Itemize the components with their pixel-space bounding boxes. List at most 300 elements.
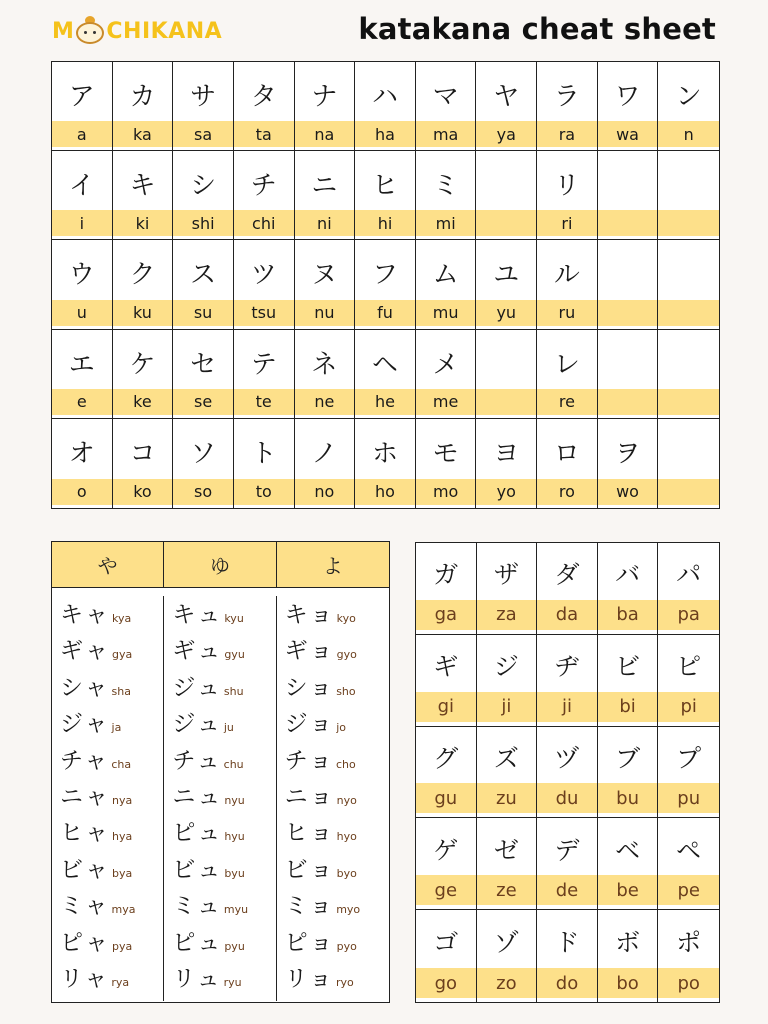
- kana-cell: [234, 151, 295, 240]
- kana-cell: [476, 419, 537, 508]
- combo-romaji: myo: [336, 903, 361, 917]
- romaji-label: [476, 210, 536, 236]
- kana-char: キ: [129, 171, 156, 202]
- dakuten-cell: [416, 727, 477, 819]
- combo-item: [60, 669, 163, 702]
- kana-cell: [295, 240, 356, 329]
- romaji-label: bo: [598, 968, 658, 998]
- combo-kana: ジョ: [284, 711, 335, 738]
- combo-header: ゆ: [164, 542, 276, 587]
- dakuten-cell: [416, 910, 477, 1002]
- dakuten-cell: [477, 543, 538, 635]
- kana-char: ヲ: [614, 439, 641, 470]
- kana-cell: [355, 151, 416, 240]
- kana-cell: [173, 240, 234, 329]
- kana-cell: [537, 330, 598, 419]
- romaji-label: be: [598, 875, 658, 905]
- romaji-label: yo: [476, 479, 536, 505]
- kana-cell: [355, 240, 416, 329]
- combo-romaji: pyo: [336, 939, 357, 953]
- combo-kana: ヒャ: [60, 820, 110, 847]
- romaji-label: ge: [416, 875, 476, 905]
- romaji-label: sa: [173, 121, 233, 147]
- combo-header: よ: [322, 554, 343, 578]
- kana-char: ピ: [676, 652, 702, 682]
- kana-char: サ: [190, 82, 217, 113]
- combination-body: [52, 588, 389, 1001]
- dakuten-cell: [598, 910, 659, 1002]
- kana-char: ポ: [676, 928, 702, 958]
- kana-cell: [52, 62, 113, 151]
- kana-cell: [537, 151, 598, 240]
- kana-cell: [113, 151, 174, 240]
- romaji-label: ji: [477, 692, 537, 722]
- combo-romaji: cha: [111, 757, 132, 771]
- kana-char: ゾ: [493, 928, 519, 958]
- kana-cell: [416, 330, 477, 419]
- kana-cell: [476, 62, 537, 151]
- kana-cell: [52, 330, 113, 419]
- kana-char: ザ: [493, 560, 519, 590]
- kana-char: リ: [553, 171, 580, 202]
- kana-cell: [234, 419, 295, 508]
- combo-romaji: bya: [112, 866, 133, 880]
- kana-char: ギ: [433, 652, 459, 682]
- kana-cell: [598, 240, 659, 329]
- kana-char: ア: [68, 82, 95, 113]
- dakuten-cell: [477, 635, 538, 727]
- romaji-label: i: [52, 210, 112, 236]
- combo-romaji: hyu: [224, 830, 245, 844]
- dakuten-cell: [658, 635, 719, 727]
- combo-romaji: pya: [112, 939, 133, 953]
- romaji-label: [598, 300, 658, 326]
- kana-cell: [234, 330, 295, 419]
- romaji-label: pi: [658, 692, 719, 722]
- romaji-label: ji: [537, 692, 597, 722]
- romaji-label: ya: [476, 121, 536, 147]
- kana-char: ブ: [615, 743, 641, 773]
- combo-romaji: gyu: [224, 648, 245, 662]
- combo-romaji: kyu: [224, 612, 244, 625]
- combo-kana: リュ: [172, 965, 222, 992]
- romaji-label: tsu: [234, 300, 294, 326]
- combo-item: [60, 596, 163, 629]
- kana-cell: [52, 240, 113, 329]
- combo-item: [60, 960, 163, 993]
- kana-cell: [295, 62, 356, 151]
- combo-kana: ジュ: [172, 674, 222, 701]
- kana-char: プ: [676, 743, 702, 773]
- romaji-label: ke: [113, 389, 173, 415]
- combo-item: [285, 960, 389, 993]
- romaji-label: no: [295, 479, 355, 505]
- kana-cell: [295, 419, 356, 508]
- katakana-main-grid: [51, 61, 720, 509]
- combo-item: [172, 669, 275, 702]
- kana-cell: [113, 62, 174, 151]
- combo-item: [60, 632, 163, 665]
- romaji-label: me: [416, 389, 476, 415]
- romaji-label: [476, 389, 536, 415]
- combo-kana: ギュ: [172, 638, 223, 665]
- kana-cell: [113, 240, 174, 329]
- kana-char: ジ: [493, 652, 519, 682]
- kana-cell: [113, 419, 174, 508]
- combo-item: [172, 632, 275, 665]
- page-title: katakana cheat sheet: [358, 12, 716, 46]
- kana-cell: [295, 330, 356, 419]
- combo-item: [285, 814, 389, 847]
- romaji-label: wo: [598, 479, 658, 505]
- kana-cell: [355, 62, 416, 151]
- romaji-label: po: [658, 968, 719, 998]
- combo-kana: ピュ: [172, 929, 223, 956]
- combo-kana: ジュ: [172, 711, 222, 738]
- romaji-label: bi: [598, 692, 658, 722]
- combo-column: [277, 596, 389, 1001]
- romaji-label: shi: [173, 210, 233, 236]
- kana-char: ヘ: [371, 349, 398, 380]
- combo-kana: ミャ: [60, 893, 110, 920]
- romaji-label: [658, 210, 719, 236]
- kana-cell: [173, 419, 234, 508]
- kana-char: カ: [129, 82, 156, 113]
- combo-item: [60, 778, 163, 811]
- combo-romaji: jo: [336, 721, 346, 735]
- combo-romaji: ryu: [223, 975, 242, 989]
- kana-cell: [598, 151, 659, 240]
- kana-char: ム: [432, 260, 459, 291]
- dakuten-grid: [415, 542, 720, 1003]
- combo-item: [285, 669, 389, 702]
- kana-cell: [52, 151, 113, 240]
- combo-kana: ミュ: [172, 893, 222, 920]
- kana-char: オ: [68, 439, 95, 470]
- romaji-label: ni: [295, 210, 355, 236]
- romaji-label: ma: [416, 121, 476, 147]
- kana-char: [598, 240, 658, 299]
- combo-item: [172, 924, 275, 957]
- kana-cell: [658, 62, 719, 151]
- combo-romaji: ju: [223, 721, 234, 735]
- kana-char: ル: [553, 260, 580, 291]
- kana-char: ド: [554, 928, 580, 958]
- kana-cell: [355, 419, 416, 508]
- kana-cell: [537, 240, 598, 329]
- kana-cell: [416, 240, 477, 329]
- kana-char: [658, 419, 719, 479]
- romaji-label: a: [52, 121, 112, 147]
- romaji-label: ru: [537, 300, 597, 326]
- dakuten-cell: [477, 727, 538, 819]
- combo-romaji: ja: [111, 721, 122, 735]
- kana-char: テ: [250, 349, 277, 380]
- romaji-label: ha: [355, 121, 415, 147]
- combination-table: [51, 541, 390, 1003]
- romaji-label: to: [234, 479, 294, 505]
- dakuten-cell: [416, 543, 477, 635]
- kana-char: ヂ: [554, 652, 580, 682]
- romaji-label: n: [658, 121, 719, 147]
- combo-romaji: gya: [112, 648, 133, 662]
- kana-char: ゼ: [493, 835, 519, 865]
- kana-char: デ: [554, 835, 580, 865]
- kana-char: ゴ: [433, 928, 459, 958]
- kana-char: [476, 330, 536, 389]
- kana-cell: [537, 419, 598, 508]
- combo-kana: キョ: [284, 602, 335, 628]
- romaji-label: hi: [355, 210, 415, 236]
- dakuten-cell: [477, 818, 538, 910]
- kana-char: ズ: [493, 743, 519, 773]
- combo-kana: ミョ: [284, 893, 335, 920]
- combo-item: [172, 778, 275, 811]
- combo-item: [60, 924, 163, 957]
- combo-romaji: ryo: [335, 975, 354, 989]
- kana-char: ガ: [433, 560, 459, 590]
- kana-cell: [295, 151, 356, 240]
- kana-char: [598, 330, 658, 389]
- combo-kana: ニャ: [60, 783, 110, 810]
- kana-char: ヨ: [493, 439, 520, 470]
- dakuten-cell: [416, 635, 477, 727]
- combo-romaji: hyo: [336, 830, 357, 844]
- combo-kana: チュ: [172, 747, 222, 774]
- romaji-label: [658, 479, 719, 505]
- combo-item: [172, 851, 275, 884]
- kana-cell: [476, 330, 537, 419]
- romaji-label: [658, 300, 719, 326]
- kana-char: ユ: [493, 260, 520, 291]
- romaji-label: mu: [416, 300, 476, 326]
- combo-romaji: nyu: [224, 793, 245, 807]
- kana-char: ヒ: [371, 171, 398, 202]
- combo-item: [285, 851, 389, 884]
- kana-char: ミ: [432, 171, 459, 202]
- kana-cell: [173, 62, 234, 151]
- kana-char: チ: [250, 171, 277, 202]
- kana-char: ト: [250, 439, 277, 470]
- romaji-label: u: [52, 300, 112, 326]
- dakuten-cell: [658, 910, 719, 1002]
- combo-romaji: rya: [111, 975, 130, 989]
- kana-char: ロ: [553, 439, 580, 470]
- kana-char: ケ: [129, 349, 156, 380]
- combo-romaji: nyo: [336, 793, 357, 807]
- combo-kana: ビュ: [172, 856, 223, 883]
- combo-item: [285, 705, 389, 738]
- combo-kana: ギョ: [284, 638, 335, 665]
- combo-item: [60, 705, 163, 738]
- kana-char: ペ: [676, 835, 702, 865]
- combo-item: [172, 960, 275, 993]
- romaji-label: [598, 210, 658, 236]
- romaji-label: du: [537, 783, 597, 813]
- kana-char: ス: [190, 260, 217, 291]
- combo-romaji: chu: [223, 757, 244, 771]
- kana-cell: [416, 62, 477, 151]
- kana-char: ベ: [615, 835, 641, 865]
- romaji-label: se: [173, 389, 233, 415]
- kana-cell: [598, 62, 659, 151]
- combo-romaji: cho: [335, 757, 356, 771]
- kana-char: シ: [190, 171, 217, 202]
- kana-char: ン: [675, 82, 702, 113]
- dakuten-cell: [537, 818, 598, 910]
- kana-char: パ: [676, 560, 702, 590]
- romaji-label: ho: [355, 479, 415, 505]
- kana-cell: [416, 419, 477, 508]
- kana-char: ダ: [554, 560, 580, 590]
- romaji-label: chi: [234, 210, 294, 236]
- kana-cell: [416, 151, 477, 240]
- romaji-label: so: [173, 479, 233, 505]
- romaji-label: mo: [416, 479, 476, 505]
- romaji-label: ga: [416, 600, 476, 630]
- combo-item: [285, 596, 389, 629]
- combo-item: [285, 778, 389, 811]
- kana-cell: [234, 240, 295, 329]
- combo-romaji: pyu: [224, 939, 245, 953]
- combo-kana: チョ: [284, 747, 334, 774]
- kana-char: ハ: [371, 82, 398, 113]
- romaji-label: [658, 389, 719, 415]
- romaji-label: nu: [295, 300, 355, 326]
- kana-cell: [355, 330, 416, 419]
- kana-char: タ: [250, 82, 277, 113]
- combo-romaji: nya: [112, 793, 133, 807]
- combo-kana: ニュ: [172, 783, 223, 810]
- kana-char: コ: [129, 439, 156, 470]
- kana-char: ネ: [311, 349, 338, 380]
- kana-char: グ: [433, 743, 459, 773]
- combo-romaji: kya: [112, 612, 132, 625]
- combo-column: [164, 596, 276, 1001]
- brand-text-end: CHIKANA: [106, 18, 223, 44]
- kana-char: ク: [129, 260, 156, 291]
- kana-char: ビ: [615, 652, 641, 682]
- combo-item: [172, 887, 275, 920]
- kana-cell: [476, 151, 537, 240]
- combo-header: や: [52, 542, 164, 587]
- romaji-label: pe: [658, 875, 719, 905]
- combo-kana: ピョ: [284, 929, 335, 956]
- kana-char: ニ: [311, 171, 338, 202]
- romaji-label: zu: [477, 783, 537, 813]
- romaji-label: ba: [598, 600, 658, 630]
- romaji-label: ri: [537, 210, 597, 236]
- romaji-label: za: [477, 600, 537, 630]
- combo-kana: ジャ: [60, 711, 110, 738]
- romaji-label: do: [537, 968, 597, 998]
- romaji-label: ko: [113, 479, 173, 505]
- romaji-label: fu: [355, 300, 415, 326]
- combo-kana: キュ: [172, 602, 223, 628]
- kana-char: ボ: [615, 928, 641, 958]
- romaji-label: na: [295, 121, 355, 147]
- combo-item: [60, 742, 163, 775]
- kana-cell: [113, 330, 174, 419]
- combo-kana: ショ: [284, 674, 335, 701]
- kana-cell: [537, 62, 598, 151]
- combo-item: [60, 887, 163, 920]
- combo-kana: リャ: [60, 965, 110, 992]
- kana-char: イ: [68, 171, 95, 202]
- kana-char: ツ: [250, 260, 277, 291]
- romaji-label: ze: [477, 875, 537, 905]
- combo-romaji: kyo: [336, 612, 356, 625]
- romaji-label: su: [173, 300, 233, 326]
- kana-cell: [598, 419, 659, 508]
- combo-kana: ピュ: [172, 820, 223, 847]
- romaji-label: gi: [416, 692, 476, 722]
- romaji-label: da: [537, 600, 597, 630]
- kana-cell: [658, 419, 719, 508]
- romaji-label: he: [355, 389, 415, 415]
- combo-kana: リョ: [284, 965, 334, 992]
- combo-item: [285, 887, 389, 920]
- combo-kana: ヒョ: [284, 820, 335, 847]
- romaji-label: ka: [113, 121, 173, 147]
- kana-cell: [52, 419, 113, 508]
- combo-romaji: sho: [336, 684, 356, 698]
- kana-char: モ: [432, 439, 459, 470]
- romaji-label: zo: [477, 968, 537, 998]
- combo-item: [172, 596, 275, 629]
- kana-char: ソ: [190, 439, 217, 470]
- kana-char: ホ: [371, 439, 398, 470]
- kana-char: ヌ: [311, 260, 338, 291]
- kana-char: [658, 240, 719, 299]
- combo-romaji: gyo: [336, 648, 357, 662]
- kana-char: メ: [432, 349, 459, 380]
- romaji-label: go: [416, 968, 476, 998]
- combo-romaji: myu: [223, 903, 249, 917]
- romaji-label: re: [537, 389, 597, 415]
- combo-romaji: hya: [112, 830, 133, 844]
- romaji-label: ta: [234, 121, 294, 147]
- romaji-label: ku: [113, 300, 173, 326]
- kana-char: フ: [371, 260, 398, 291]
- combo-romaji: shu: [223, 684, 244, 698]
- dakuten-cell: [537, 727, 598, 819]
- romaji-label: mi: [416, 210, 476, 236]
- combo-kana: シャ: [60, 674, 110, 701]
- dakuten-cell: [537, 910, 598, 1002]
- combo-kana: ギャ: [60, 638, 110, 665]
- romaji-label: ne: [295, 389, 355, 415]
- kana-char: セ: [190, 349, 217, 380]
- combo-item: [172, 705, 275, 738]
- kana-char: マ: [432, 82, 459, 113]
- romaji-label: gu: [416, 783, 476, 813]
- kana-char: [476, 151, 536, 210]
- romaji-label: yu: [476, 300, 536, 326]
- combo-item: [285, 632, 389, 665]
- dakuten-cell: [598, 543, 659, 635]
- combination-header-row: [52, 542, 389, 588]
- combo-romaji: sha: [111, 684, 131, 698]
- dakuten-cell: [598, 727, 659, 819]
- combo-kana: ビャ: [60, 856, 110, 883]
- romaji-label: bu: [598, 783, 658, 813]
- combo-item: [60, 814, 163, 847]
- romaji-label: pu: [658, 783, 719, 813]
- combo-item: [285, 742, 389, 775]
- romaji-label: wa: [598, 121, 658, 147]
- combo-column: [52, 596, 164, 1001]
